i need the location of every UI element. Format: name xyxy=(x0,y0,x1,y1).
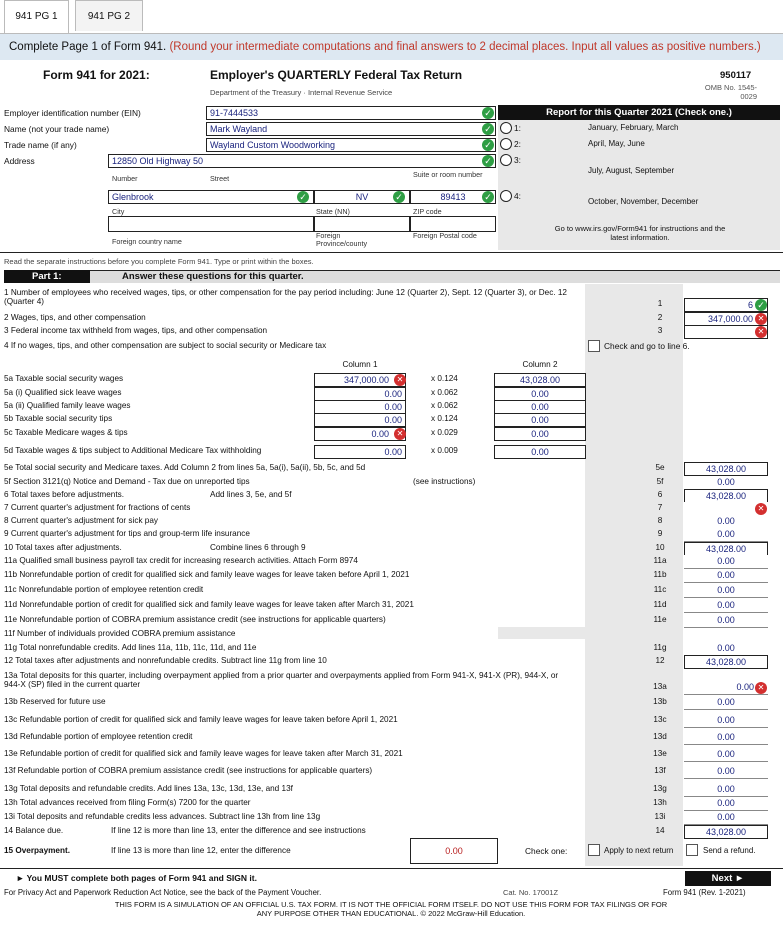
l11a-num: 11a xyxy=(653,556,667,565)
line1-input[interactable]: 6 xyxy=(684,298,768,312)
quarter-4-radio[interactable] xyxy=(500,190,512,202)
l13g-label: 13g Total deposits and refundable credits. Add lines 13a, 13c, 13d, 13e, and 13f xyxy=(4,784,293,793)
cat-number: Cat. No. 17001Z xyxy=(503,888,559,897)
line5-col1-input[interactable]: 0.00 xyxy=(314,427,406,441)
trade-field[interactable]: Wayland Custom Woodworking xyxy=(206,138,496,152)
line11f-input-area[interactable] xyxy=(498,627,585,639)
quarter-4-num: 4: xyxy=(514,191,521,201)
ein-label: Employer identification number (EIN) xyxy=(4,108,141,118)
omb-number: OMB No. 1545-0029 xyxy=(704,83,757,101)
state-field[interactable]: NV xyxy=(314,190,410,204)
l11c-label: 11c Nonrefundable portion of employee retention credit xyxy=(4,585,204,594)
line2-input[interactable]: 347,000.00 xyxy=(684,312,768,326)
send-refund-label: Send a refund. xyxy=(703,846,756,855)
l14-num: 14 xyxy=(655,826,665,835)
l11a-input[interactable]: 0.00 xyxy=(684,555,768,569)
l13i-input: 0.00 xyxy=(684,811,768,825)
l14-input: 43,028.00 xyxy=(684,825,768,839)
l7-num: 7 xyxy=(657,503,663,512)
line5-col1-input[interactable]: 0.00 xyxy=(314,400,406,414)
quarter-3-num: 3: xyxy=(514,155,521,165)
l8-input[interactable]: 0.00 xyxy=(684,515,768,529)
line5-rate: x 0.062 xyxy=(431,401,458,410)
line2-label: 2 Wages, tips, and other compensation xyxy=(4,313,146,322)
line5-col2-value: 0.00 xyxy=(494,427,586,441)
column2-header: Column 2 xyxy=(522,360,558,369)
l13c-num: 13c xyxy=(653,715,667,724)
line5-row-label: 5c Taxable Medicare wages & tips xyxy=(4,428,128,437)
column1-header: Column 1 xyxy=(342,360,378,369)
l10-label: 10 Total taxes after adjustments. xyxy=(4,543,122,552)
apply-next-return-checkbox[interactable] xyxy=(588,844,600,856)
l13g-input: 0.00 xyxy=(684,783,768,797)
line5-rate: x 0.009 xyxy=(431,446,458,455)
line2-num: 2 xyxy=(657,313,663,322)
l5f-input[interactable]: 0.00 xyxy=(684,476,768,490)
line3-num: 3 xyxy=(657,326,663,335)
l13i-label: 13i Total deposits and refundable credits less advances. Subtract line 13h from line 13g xyxy=(4,812,321,821)
quarter-1-num: 1: xyxy=(514,123,521,133)
next-button[interactable]: Next ► xyxy=(685,871,771,886)
l6-input: 43,028.00 xyxy=(684,489,768,503)
banner-text: Complete Page 1 of Form 941. xyxy=(9,41,170,53)
l11c-num: 11c xyxy=(653,585,667,594)
l13e-input[interactable]: 0.00 xyxy=(684,748,768,762)
l8-num: 8 xyxy=(657,516,663,525)
l13c-input[interactable]: 0.00 xyxy=(684,714,768,728)
apply-next-return-label: Apply to next return xyxy=(604,846,674,855)
line15-check-one: Check one: xyxy=(525,846,568,856)
address-label: Address xyxy=(4,156,35,166)
line1-valid-icon: ✓ xyxy=(755,299,767,311)
l6-hint: Add lines 3, 5e, and 5f xyxy=(210,490,292,499)
line1-label: 1 Number of employees who received wages, tips, or other compensation for the pay period including: June 12 (Quarter 2), Sept. 12 (Quarter 3), or Dec. 12 (Quarter 4) xyxy=(4,288,567,306)
l13f-input[interactable]: 0.00 xyxy=(684,765,768,779)
line5-col2-value: 43,028.00 xyxy=(494,373,586,387)
line2-error-icon: ✕ xyxy=(755,313,767,325)
l6-num: 6 xyxy=(657,490,663,499)
foreign-country-field[interactable] xyxy=(108,216,314,232)
l9-label: 9 Current quarter's adjustment for tips and group-term life insurance xyxy=(4,529,250,538)
form-revision: Form 941 (Rev. 1-2021) xyxy=(663,888,746,897)
quarter-3-label: July, August, September xyxy=(588,166,675,175)
line5-col1-input[interactable]: 0.00 xyxy=(314,413,406,427)
l13b-num: 13b xyxy=(653,697,667,706)
line5-rate: x 0.062 xyxy=(431,388,458,397)
trade-label: Trade name (if any) xyxy=(4,140,77,150)
l12-label: 12 Total taxes after adjustments and nonrefundable credits. Subtract line 11g from line 10 xyxy=(4,656,327,665)
l13e-num: 13e xyxy=(653,749,667,758)
line3-label: 3 Federal income tax withheld from wages, tips, and other compensation xyxy=(4,326,268,335)
street-valid-icon: ✓ xyxy=(482,155,494,167)
suite-label: Suite or room number xyxy=(413,170,483,179)
l14-label: 14 Balance due. xyxy=(4,826,64,835)
form-code: 950117 xyxy=(720,70,752,81)
l14-hint: If line 12 is more than line 13, enter the difference and see instructions xyxy=(111,826,366,835)
street-label: Street xyxy=(210,174,230,183)
line5-col2-value: 0.00 xyxy=(494,400,586,414)
l11g-label: 11g Total nonrefundable credits. Add lines 11a, 11b, 11c, 11d, and 11e xyxy=(4,643,257,652)
line15-hint: If line 13 is more than line 12, enter the difference xyxy=(111,846,291,855)
l6-label: 6 Total taxes before adjustments. xyxy=(4,490,125,499)
instruction-banner xyxy=(0,33,783,60)
line5-row-label: 5a (i) Qualified sick leave wages xyxy=(4,388,122,397)
line15-input[interactable]: 0.00 xyxy=(410,838,498,864)
l13i-num: 13i xyxy=(654,812,666,821)
l13d-label: 13d Refundable portion of employee retention credit xyxy=(4,732,193,741)
quarter-2-label: April, May, June xyxy=(588,139,645,148)
l11f-label: 11f Number of individuals provided COBRA premium assistance xyxy=(4,629,236,638)
l5e-num: 5e xyxy=(655,463,665,472)
l11d-num: 11d xyxy=(653,600,667,609)
divider xyxy=(0,252,783,253)
l7-error-icon: ✕ xyxy=(755,503,767,515)
line5-row-label: 5a (ii) Qualified family leave wages xyxy=(4,401,131,410)
l9-num: 9 xyxy=(657,529,663,538)
line5-row-label: 5a Taxable social security wages xyxy=(4,374,124,383)
zip-label: ZIP code xyxy=(413,207,442,216)
l11e-input[interactable]: 0.00 xyxy=(684,614,768,628)
l7-label: 7 Current quarter's adjustment for fractions of cents xyxy=(4,503,191,512)
banner-note: (Round your intermediate computations and final answers to 2 decimal places. Input all values as positive numbers.) xyxy=(169,41,761,53)
l13a-label: 13a Total deposits for this quarter, including overpayment applied from a prior quarter and overpayments applied from Form 941-X, 941-X (PR), 944-X, or 944-X (SP) filed in the current quarter xyxy=(4,671,559,689)
must-complete-note: ► You MUST complete both pages of Form 941 and SIGN it. xyxy=(16,873,257,883)
l10-num: 10 xyxy=(655,543,665,552)
part1-bar xyxy=(4,270,780,283)
line3-error-icon: ✕ xyxy=(755,326,767,338)
l11d-label: 11d Nonrefundable portion of credit for qualified sick and family leave wages for leave taken after March 31, 2021 xyxy=(4,600,414,609)
foreign-postal-label: Foreign Postal code xyxy=(413,231,477,240)
line5-col2-value: 0.00 xyxy=(494,413,586,427)
quarter-3-radio[interactable] xyxy=(500,154,512,166)
l11d-input[interactable]: 0.00 xyxy=(684,599,768,613)
part1-title: Answer these questions for this quarter. xyxy=(122,271,304,282)
foreign-province-field[interactable] xyxy=(314,216,410,232)
state-valid-icon: ✓ xyxy=(393,191,405,203)
line4-label: 4 If no wages, tips, and other compensation are subject to social security or Medicare tax xyxy=(4,341,327,350)
l13d-num: 13d xyxy=(653,732,667,741)
zip-field[interactable]: 89413 xyxy=(410,190,496,204)
name-label: Name (not your trade name) xyxy=(4,124,110,134)
line5-col1-error-icon: ✕ xyxy=(394,428,406,440)
send-refund-checkbox[interactable] xyxy=(686,844,698,856)
l13h-label: 13h Total advances received from filing Form(s) 7200 for the quarter xyxy=(4,798,251,807)
l11c-input[interactable]: 0.00 xyxy=(684,584,768,598)
l13f-label: 13f Refundable portion of COBRA premium assistance credit (see instructions for applicable quarters) xyxy=(4,766,373,775)
quarter-1-radio[interactable] xyxy=(500,122,512,134)
l13c-label: 13c Refundable portion of credit for qualified sick and family leave wages for leave taken before April 1, 2021 xyxy=(4,715,398,724)
l13e-label: 13e Refundable portion of credit for qualified sick and family leave wages for leave taken after March 31, 2021 xyxy=(4,749,403,758)
trade-valid-icon: ✓ xyxy=(482,139,494,151)
l11e-num: 11e xyxy=(653,615,667,624)
quarter-2-num: 2: xyxy=(514,139,521,149)
l11b-label: 11b Nonrefundable portion of credit for qualified sick and family leave wages for leave taken before April 1, 2021 xyxy=(4,570,410,579)
l11e-label: 11e Nonrefundable portion of COBRA premium assistance credit (see instructions for applicable quarters) xyxy=(4,615,386,624)
l13a-error-icon: ✕ xyxy=(755,682,767,694)
line5-rate: x 0.029 xyxy=(431,428,458,437)
foreign-country-label: Foreign country name xyxy=(112,237,182,246)
l13d-input[interactable]: 0.00 xyxy=(684,731,768,745)
l5f-label: 5f Section 3121(q) Notice and Demand - Tax due on unreported tips xyxy=(4,477,250,486)
foreign-postal-field[interactable] xyxy=(410,216,496,232)
line5-col1-input[interactable]: 0.00 xyxy=(314,445,406,459)
form-label: Form 941 for 2021: xyxy=(43,68,150,82)
line15-label: 15 Overpayment. xyxy=(4,846,70,855)
privacy-note: For Privacy Act and Paperwork Reduction Act Notice, see the back of the Payment Voucher. xyxy=(4,888,322,897)
l13h-input[interactable]: 0.00 xyxy=(684,797,768,811)
l9-input[interactable]: 0.00 xyxy=(684,528,768,542)
street-field[interactable]: 12850 Old Highway 50 xyxy=(108,154,496,168)
l11a-label: 11a Qualified small business payroll tax credit for increasing research activities. Attach Form 8974 xyxy=(4,556,358,565)
line5-rate: x 0.124 xyxy=(431,374,458,383)
ein-field[interactable]: 91-7444533 xyxy=(206,106,496,120)
tab-941-pg1[interactable]: 941 PG 1 xyxy=(4,0,69,33)
zip-valid-icon: ✓ xyxy=(482,191,494,203)
line5-col1-error-icon: ✕ xyxy=(394,374,406,386)
l11g-input: 0.00 xyxy=(684,642,768,656)
footer-divider xyxy=(0,868,783,869)
l13a-num: 13a xyxy=(653,682,667,691)
l8-label: 8 Current quarter's adjustment for sick pay xyxy=(4,516,159,525)
l13b-input[interactable]: 0.00 xyxy=(684,696,768,710)
number-label: Number xyxy=(112,174,138,183)
state-label: State (NN) xyxy=(316,207,350,216)
name-field[interactable]: Mark Wayland xyxy=(206,122,496,136)
l5e-label: 5e Total social security and Medicare taxes. Add Column 2 from lines 5a, 5a(i), 5a(ii), 5b, 5c, and 5d xyxy=(4,463,366,472)
l13b-label: 13b Reserved for future use xyxy=(4,697,106,706)
part1-label: Part 1: xyxy=(4,270,90,283)
line1-num: 1 xyxy=(657,299,663,308)
l5e-input: 43,028.00 xyxy=(684,462,768,476)
l10-hint: Combine lines 6 through 9 xyxy=(210,543,306,552)
line5-col1-input[interactable]: 347,000.00 xyxy=(314,373,406,387)
l13g-num: 13g xyxy=(653,784,667,793)
l10-input: 43,028.00 xyxy=(684,542,768,556)
quarter-1-label: January, February, March xyxy=(588,123,679,132)
l5f-num: 5f xyxy=(656,477,664,486)
l12-input: 43,028.00 xyxy=(684,655,768,669)
quarter-2-radio[interactable] xyxy=(500,138,512,150)
l12-num: 12 xyxy=(655,656,665,665)
irs-link-note: Go to www.irs.gov/Form941 for instructions and the latest information. xyxy=(554,224,726,242)
line5-rate: x 0.124 xyxy=(431,414,458,423)
foreign-province-label: Foreign Province/county xyxy=(316,231,368,248)
quarter-title: Report for this Quarter 2021 (Check one.) xyxy=(498,105,780,120)
city-valid-icon: ✓ xyxy=(297,191,309,203)
ein-valid-icon: ✓ xyxy=(482,107,494,119)
l13h-num: 13h xyxy=(653,798,667,807)
l13f-num: 13f xyxy=(654,766,666,775)
line4-check-label: Check and go to line 6. xyxy=(604,341,690,351)
l5f-hint: (see instructions) xyxy=(413,477,476,486)
city-field[interactable]: Glenbrook xyxy=(108,190,314,204)
read-note: Read the separate instructions before you complete Form 941. Type or print within the boxes. xyxy=(4,257,314,266)
line5-row-label: 5d Taxable wages & tips subject to Additional Medicare Tax withholding xyxy=(4,446,262,455)
line5-col2-value: 0.00 xyxy=(494,445,586,459)
l11b-input[interactable]: 0.00 xyxy=(684,569,768,583)
line5-row-label: 5b Taxable social security tips xyxy=(4,414,113,423)
line4-checkbox[interactable] xyxy=(588,340,600,352)
form-title: Employer's QUARTERLY Federal Tax Return xyxy=(210,68,463,82)
name-valid-icon: ✓ xyxy=(482,123,494,135)
city-label: City xyxy=(112,207,125,216)
quarter-4-label: October, November, December xyxy=(588,197,699,206)
dept-label: Department of the Treasury · Internal Revenue Service xyxy=(210,88,393,97)
line5-col1-input[interactable]: 0.00 xyxy=(314,387,406,401)
tab-941-pg2[interactable]: 941 PG 2 xyxy=(75,0,143,31)
line5-col2-value: 0.00 xyxy=(494,387,586,401)
l11b-num: 11b xyxy=(653,570,667,579)
simulation-disclaimer: THIS FORM IS A SIMULATION OF AN OFFICIAL U.S. TAX FORM. IT IS NOT THE OFFICIAL FORM ITSELF. DO NOT USE THIS FORM FOR TAX FILINGS OR FOR ANY PURPOSE OTHER THAN EDUCATIONAL. © 2022 McGraw-Hill Education. xyxy=(114,900,668,918)
l11g-num: 11g xyxy=(653,643,667,652)
l13a-input[interactable]: 0.00 xyxy=(684,681,768,695)
